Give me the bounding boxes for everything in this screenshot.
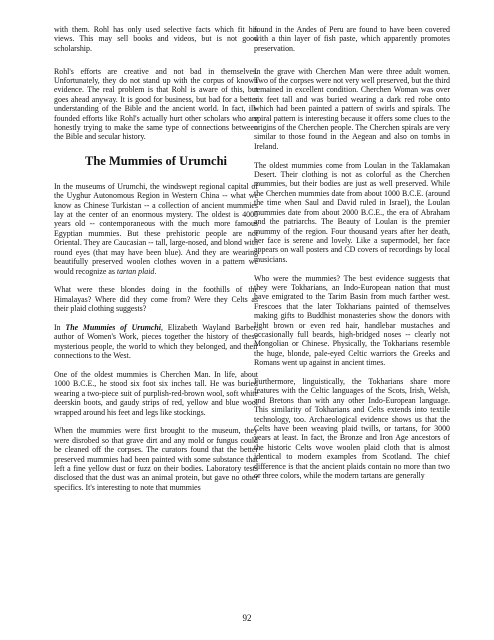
paragraph: Who were the mummies? The best evidence suggests that they were Tokharians, an Indo-European nation that must have emigrated to the Tarim Basin from much farther west. Frescoes that the later Tokharians painted of themselves making gifts to Buddhist monasteries show the donors with light brown or even red hair, handlebar mustaches and occasionally full beards, high-bridged noses -- clearly not Mongolian or Chinese. Physically, the Tokharians resemble the huge, blonde, pale-eyed Celtic warriors the Greeks and Romans went up against in ancient times. (254, 273, 450, 368)
paragraph: In the grave with Cherchen Man were three adult women. Two of the corpses were not very well preserved, but the third remained in excellent condition. Cherchen Woman was over six feet tall and was buried wearing a dark red robe onto which had been painted a pattern of swirls and spirals. The spiral pattern is interesting because it offers some clues to the origins of the Cherchen people. The Cherchen spirals are very similar to those found in the Aegean and also on tombs in Ireland. (254, 66, 450, 151)
page-number: 92 (242, 613, 252, 623)
left-column (54, 25, 258, 502)
right-column (254, 25, 450, 490)
paragraph: One of the oldest mummies is Cherchen Man. In life, about 1000 B.C.E., he stood six foot six inches tall. He was buried wearing a two-piece suit of purplish-red-brown wool, soft white deerskin boots, and gaudy strips of red, yellow and blue wool wrapped around his feet and legs like stockings. (54, 369, 258, 417)
paragraph: Furthermore, linguistically, the Tokharians share more features with the Celtic languages of the Scots, Irish, Welsh, and Bretons than with any other Indo-European language. This similarity of Tokharians and Celts extends into textile technology, too. Archaeological evidence shows us that the Celts have been weaving plaid twills, or tartans, for 3000 years at least. In fact, the Bronze and Iron Age ancestors of the historic Celts wove woolen plaid cloth that is almost identical to modern examples from Scotland. The chief difference is that the ancient plaids contain no more than two or three colors, while the modern tartans are generally (254, 376, 450, 481)
paragraph: When the mummies were first brought to the museum, they were disrobed so that grave dirt and any mold or fungus could be cleaned off the corpses. The curators found that the better preserved mummies had been painted with some substance that left a fine yellow dust or fuzz on their bodies. Laboratory tests disclosed that the dust was an animal protein, but gave no other specifics. It's interesting to note that mummies (54, 426, 258, 492)
paragraph: What were these blondes doing in the foothills of the Himalayas? Where did they come from? Were they Celts as their plaid clothing suggests? (54, 285, 258, 314)
section-heading: The Mummies of Urumchi (85, 153, 227, 168)
paragraph: Rohl's efforts are creative and not bad in themselves. Unfortunately, they do not stand up with the corpus of known evidence. The real problem is that Rohl is aware of this, but goes ahead anyway. It is good for business, but bad for a better understanding of the Bible and the ancient world. In fact, ill-founded efforts like Rohl's actually hurt other scholars who are honestly trying to make the same type of connections between the Bible and secular history. (54, 66, 258, 142)
paragraph: with them. Rohl has only used selective facts which fit his views. This may sell books and videos, but is not good scholarship. (54, 25, 258, 53)
paragraph: found in the Andes of Peru are found to have been covered with a thin layer of fish paste, which apparently promotes preservation. (254, 25, 450, 53)
paragraph: In The Mummies of Urumchi, Elizabeth Wayland Barber, author of Women's Work, pieces together the history of these mysterious people, the world to which they belonged, and their connections to the West. (54, 322, 258, 361)
book-title: The Mummies of Urumchi (65, 322, 161, 332)
paragraph: The oldest mummies come from Loulan in the Taklamakan Desert. Their clothing is not as colorful as the Cherchen mummies, but their bodies are just as well preserved. While the Cherchen mummies date from about 1000 B.C.E. (around the time when Saul and David ruled in Israel), the Loulan mummies date from about 2000 B.C.E., the era of Abraham and the patriarchs. The Beauty of Loulan is the premier mummy of the region. Four thousand years after her death, her face is serene and lovely. Like a supermodel, her face appears on wall posters and CD covers of recordings by local musicians. (254, 160, 450, 264)
emphasis: tartan plaid (116, 266, 155, 276)
paragraph: In the museums of Urumchi, the windswept regional capital of the Uyghur Autonomous Region in Western China -- what we know as Chinese Turkistan -- a collection of ancient mummies lay at the center of an enormous mystery. The oldest is 4000 years old -- contemporaneous with the much more famous Egyptian mummies. But these prehistoric people are not Oriental. They are Caucasian -- tall, large-nosed, and blond with round eyes (that may have been blue). And they are wearing beautifully preserved woolen clothes woven in a pattern we would recognize as tartan plaid. (54, 181, 258, 276)
